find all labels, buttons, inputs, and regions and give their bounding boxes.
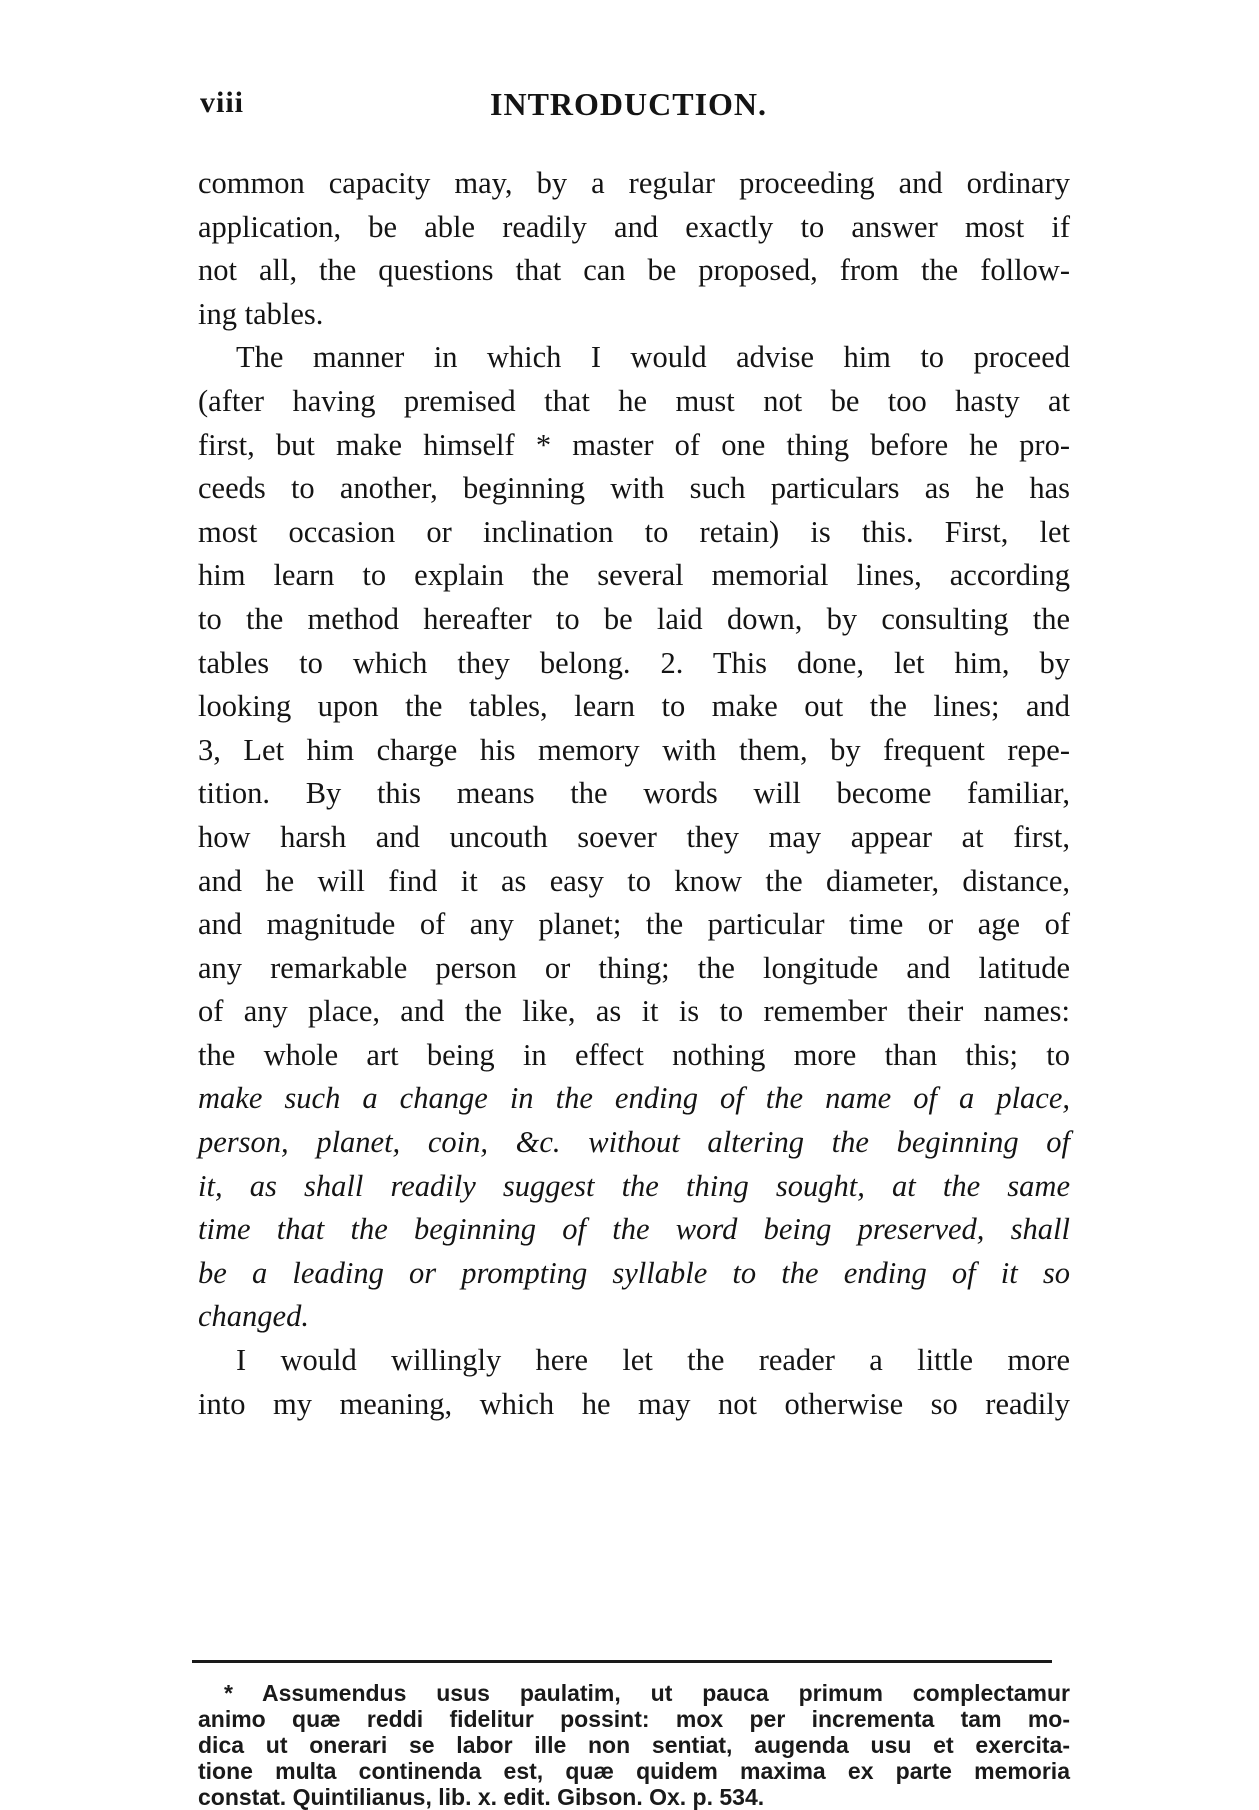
text-line: time that the beginning of the word being preserved, shall [198, 1212, 1070, 1247]
text-line: and magnitude of any planet; the particular time or age of [198, 907, 1070, 942]
running-head: INTRODUCTION. [490, 86, 768, 122]
text-line: The manner in which I would advise him to proceed [236, 340, 1070, 375]
text-line: I would willingly here let the reader a little more [236, 1343, 1070, 1378]
footnote-line: * Assumendus usus paulatim, ut pauca primum complectamur [224, 1680, 1070, 1706]
text-line: how harsh and uncouth soever they may appear at first, [198, 819, 1070, 854]
text-line: him learn to explain the several memorial lines, according [198, 558, 1070, 593]
text-line: (after having premised that he must not be too hasty at [198, 383, 1070, 418]
text-line: looking upon the tables, learn to make out the lines; and [198, 689, 1070, 724]
text-line: person, planet, coin, &c. without altering the beginning of [198, 1125, 1070, 1160]
text-line: most occasion or inclination to retain) is this. First, let [198, 514, 1070, 549]
text-line: changed. [198, 1299, 309, 1334]
text-line: of any place, and the like, as it is to remember their names: [198, 994, 1070, 1029]
text-line: it, as shall readily suggest the thing sought, at the same [198, 1168, 1070, 1203]
page-header [200, 86, 1070, 136]
footnote-line: animo quæ reddi fidelitur possint: mox per incrementa tam mo- [198, 1706, 1070, 1732]
text-line: any remarkable person or thing; the longitude and latitude [198, 950, 1070, 985]
text-line: and he will find it as easy to know the diameter, distance, [198, 863, 1070, 898]
text-line: not all, the questions that can be proposed, from the follow- [198, 253, 1070, 288]
body-text [198, 162, 1070, 1426]
footnote-divider [192, 1660, 1052, 1663]
footnote-line: dica ut onerari se labor ille non sentiat, augenda usu et exercita- [198, 1732, 1070, 1758]
text-line: tables to which they belong. 2. This done, let him, by [198, 645, 1070, 680]
text-line: tition. By this means the words will become familiar, [198, 776, 1070, 811]
text-line: into my meaning, which he may not otherwise so readily [198, 1386, 1070, 1421]
footnote [198, 1680, 1070, 1810]
page-number: viii [200, 86, 245, 119]
text-line: the whole art being in effect nothing more than this; to [198, 1037, 1070, 1072]
text-line: first, but make himself * master of one thing before he pro- [198, 427, 1070, 462]
text-line: application, be able readily and exactly to answer most if [198, 209, 1070, 244]
footnote-line: constat. Quintilianus, lib. x. edit. Gibson. Ox. p. 534. [198, 1784, 765, 1810]
text-line: ceeds to another, beginning with such particulars as he has [198, 471, 1070, 506]
text-line: to the method hereafter to be laid down, by consulting the [198, 601, 1070, 636]
footnote-line: tione multa continenda est, quæ quidem maxima ex parte memoria [198, 1758, 1070, 1784]
text-line: be a leading or prompting syllable to the ending of it so [198, 1255, 1070, 1290]
text-line: common capacity may, by a regular proceeding and ordinary [198, 166, 1070, 200]
text-line: ing tables. [198, 296, 324, 331]
text-line: 3, Let him charge his memory with them, by frequent repe- [198, 732, 1070, 767]
text-line: make such a change in the ending of the name of a place, [198, 1081, 1070, 1116]
